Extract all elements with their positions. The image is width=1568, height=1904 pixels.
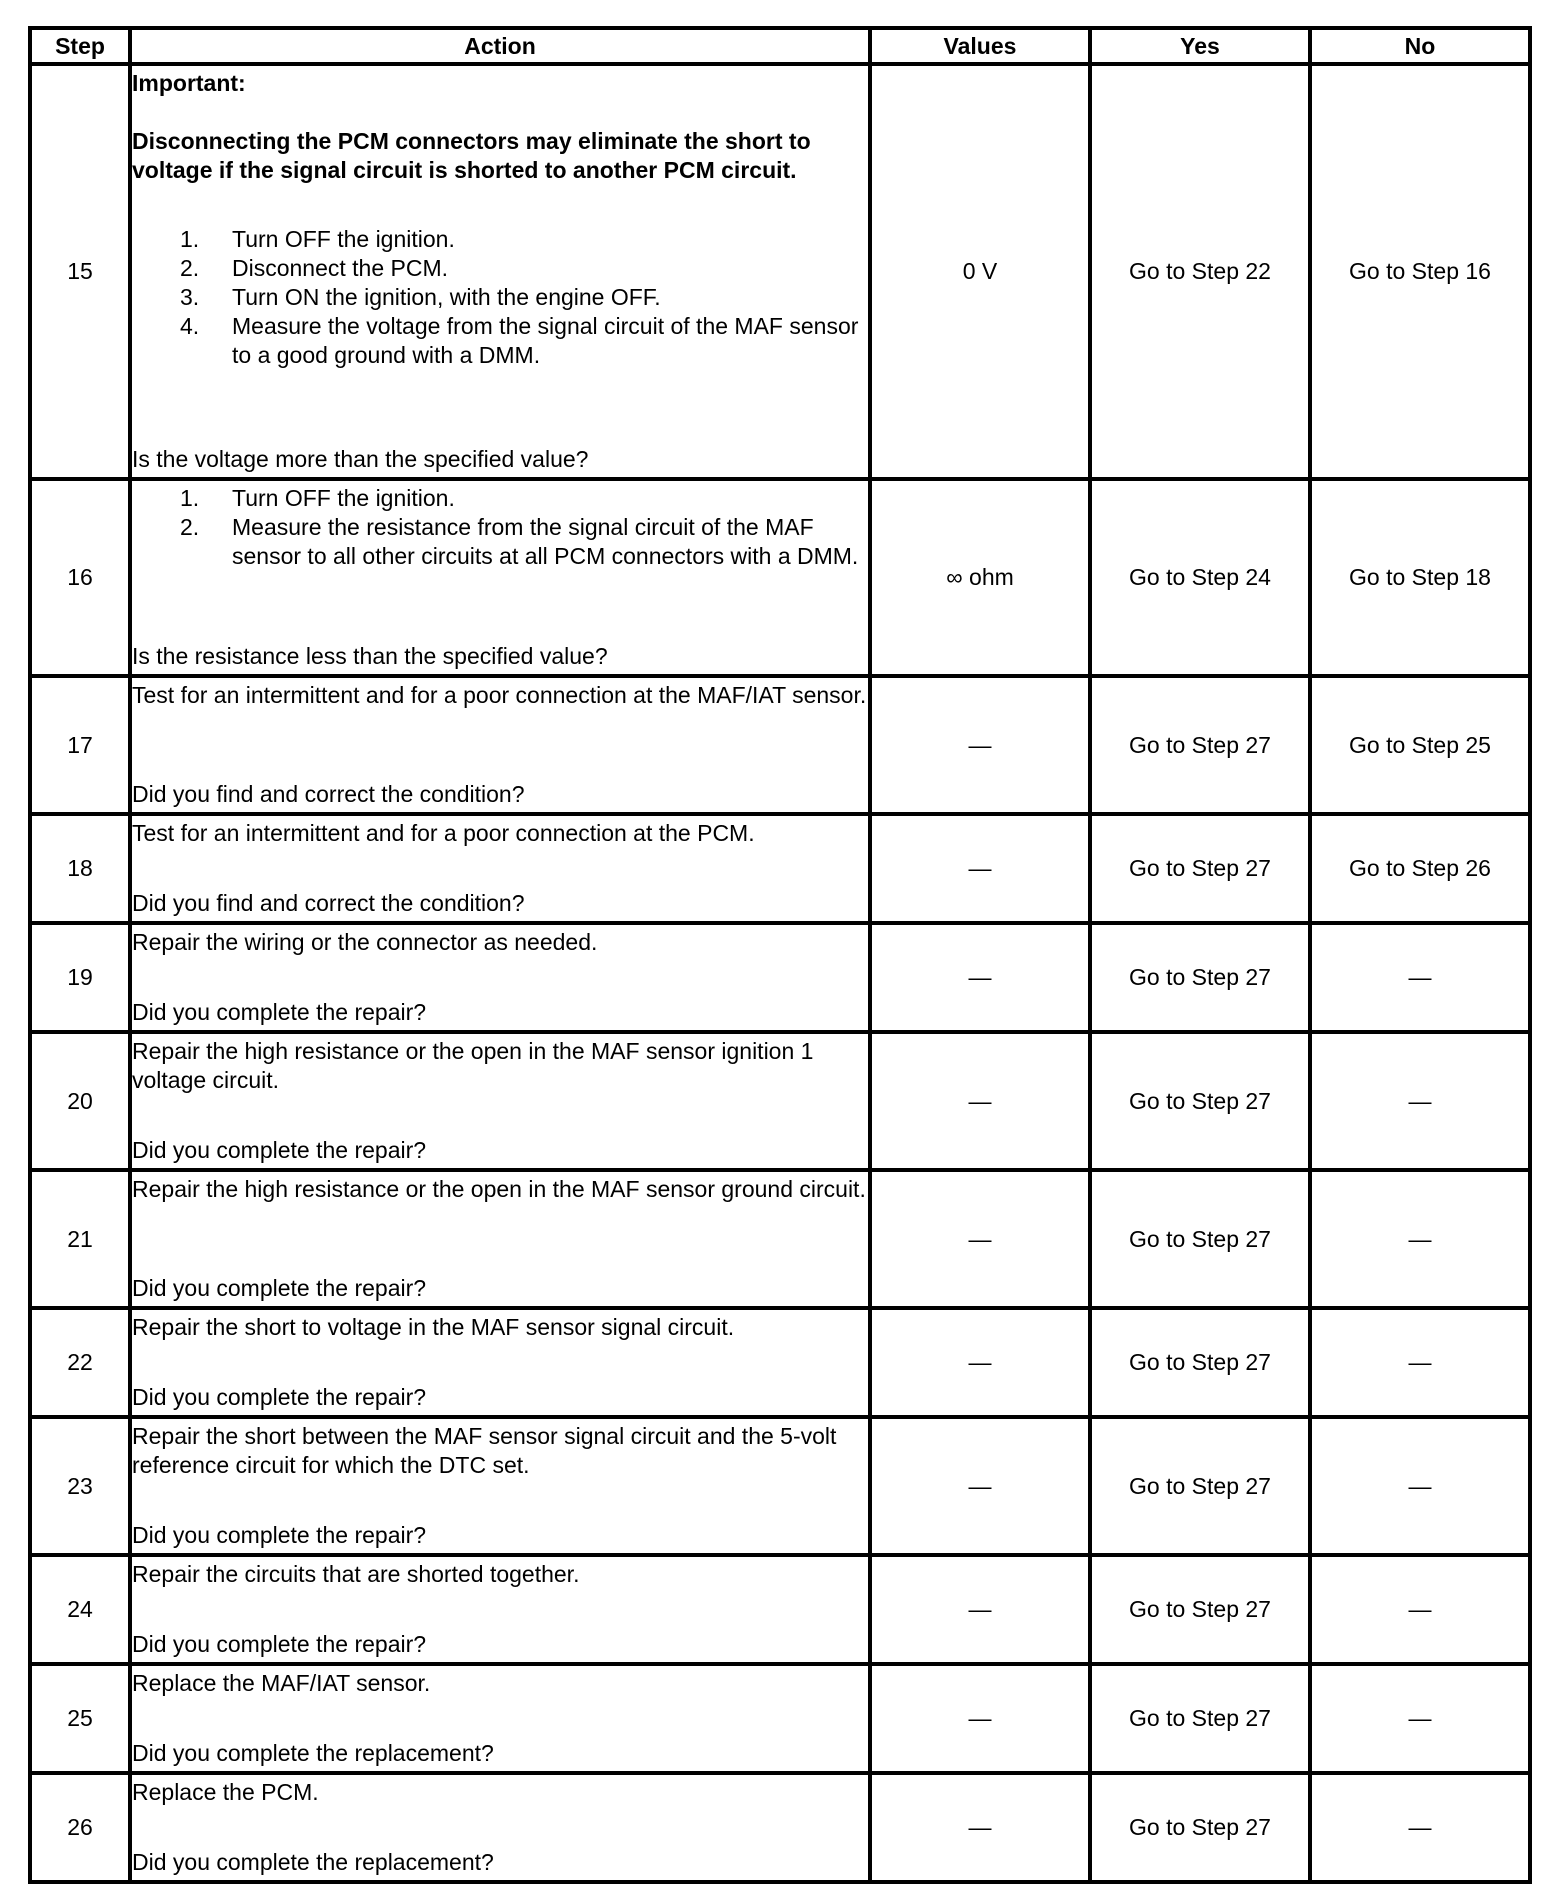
action-text: Repair the high resistance or the open in the MAF sensor ignition 1 voltage circuit.: [132, 1038, 814, 1093]
question-text: Is the voltage more than the specified value?: [132, 446, 589, 472]
list-item: Turn OFF the ignition.: [232, 485, 455, 511]
question-text: Did you complete the repair?: [132, 1631, 427, 1657]
no-cell: Go to Step 25: [1310, 676, 1530, 814]
step-number: 15: [30, 64, 130, 479]
step-number: 20: [30, 1032, 130, 1170]
list-item: Turn ON the ignition, with the engine OFF.: [232, 284, 661, 310]
action-cell: [130, 676, 870, 814]
question-text: Did you complete the repair?: [132, 999, 427, 1025]
action-cell: [130, 1555, 870, 1664]
value-cell: —: [870, 1308, 1090, 1417]
value-cell: —: [870, 1664, 1090, 1773]
value-cell: ∞ ohm: [870, 479, 1090, 676]
table-row-step-17: [30, 676, 1530, 814]
question-text: Did you find and correct the condition?: [132, 890, 525, 916]
procedure-list: [132, 225, 868, 370]
header-action: Action: [130, 28, 870, 64]
action-cell: [130, 1417, 870, 1555]
header-step: Step: [30, 28, 130, 64]
action-cell: [130, 923, 870, 1032]
question-text: Did you complete the replacement?: [132, 1740, 494, 1766]
question-text: Is the resistance less than the specified value?: [132, 643, 608, 669]
header-values: Values: [870, 28, 1090, 64]
action-text: Repair the circuits that are shorted together.: [132, 1561, 580, 1587]
step-number: 24: [30, 1555, 130, 1664]
no-cell: —: [1310, 1664, 1530, 1773]
value-cell: —: [870, 1170, 1090, 1308]
action-text: Test for an intermittent and for a poor connection at the PCM.: [132, 820, 755, 846]
step-number: 23: [30, 1417, 130, 1555]
action-cell: [130, 479, 870, 676]
list-item: Turn OFF the ignition.: [232, 226, 455, 252]
table-row-step-16: [30, 479, 1530, 676]
action-text: Replace the MAF/IAT sensor.: [132, 1670, 431, 1696]
step-number: 22: [30, 1308, 130, 1417]
yes-cell: Go to Step 27: [1090, 1664, 1310, 1773]
step-number: 19: [30, 923, 130, 1032]
action-cell: [130, 1664, 870, 1773]
important-label: Important:: [132, 70, 246, 96]
yes-cell: Go to Step 27: [1090, 1417, 1310, 1555]
yes-cell: Go to Step 27: [1090, 1308, 1310, 1417]
action-cell: [130, 1773, 870, 1882]
step-number: 16: [30, 479, 130, 676]
procedure-list: [132, 484, 868, 571]
action-cell: [130, 1170, 870, 1308]
value-cell: —: [870, 923, 1090, 1032]
table-row-step-20: [30, 1032, 1530, 1170]
action-cell: [130, 1308, 870, 1417]
no-cell: —: [1310, 1555, 1530, 1664]
table-row-step-18: [30, 814, 1530, 923]
value-cell: —: [870, 676, 1090, 814]
yes-cell: Go to Step 27: [1090, 676, 1310, 814]
diagnostic-table: [28, 26, 1532, 1884]
no-cell: —: [1310, 923, 1530, 1032]
table-row-step-25: [30, 1664, 1530, 1773]
action-cell: [130, 1032, 870, 1170]
action-text: Repair the short to voltage in the MAF sensor signal circuit.: [132, 1314, 735, 1340]
yes-cell: Go to Step 27: [1090, 923, 1310, 1032]
no-cell: —: [1310, 1417, 1530, 1555]
question-text: Did you complete the repair?: [132, 1384, 427, 1410]
action-cell: [130, 814, 870, 923]
yes-cell: Go to Step 27: [1090, 1032, 1310, 1170]
value-cell: —: [870, 1555, 1090, 1664]
action-text: Repair the high resistance or the open in the MAF sensor ground circuit.: [132, 1176, 866, 1202]
no-cell: —: [1310, 1308, 1530, 1417]
no-cell: Go to Step 26: [1310, 814, 1530, 923]
question-text: Did you complete the repair?: [132, 1137, 427, 1163]
action-text: Repair the wiring or the connector as needed.: [132, 929, 598, 955]
action-text: Replace the PCM.: [132, 1779, 319, 1805]
question-text: Did you complete the replacement?: [132, 1849, 494, 1875]
important-note: Disconnecting the PCM connectors may eliminate the short to voltage if the signal circuit is shorted to another PCM circuit.: [132, 128, 811, 183]
step-number: 21: [30, 1170, 130, 1308]
question-text: Did you complete the repair?: [132, 1275, 427, 1301]
value-cell: —: [870, 1773, 1090, 1882]
yes-cell: Go to Step 27: [1090, 1555, 1310, 1664]
step-number: 25: [30, 1664, 130, 1773]
list-item: Measure the voltage from the signal circuit of the MAF sensor to a good ground with a DMM.: [232, 313, 859, 368]
step-number: 18: [30, 814, 130, 923]
action-text: Repair the short between the MAF sensor signal circuit and the 5-volt reference circuit for which the DTC set.: [132, 1423, 837, 1478]
no-cell: Go to Step 16: [1310, 64, 1530, 479]
question-text: Did you find and correct the condition?: [132, 781, 525, 807]
table-row-step-24: [30, 1555, 1530, 1664]
step-number: 26: [30, 1773, 130, 1882]
table-row-step-21: [30, 1170, 1530, 1308]
value-cell: —: [870, 814, 1090, 923]
no-cell: —: [1310, 1773, 1530, 1882]
table-row-step-26: [30, 1773, 1530, 1882]
value-cell: 0 V: [870, 64, 1090, 479]
yes-cell: Go to Step 27: [1090, 1170, 1310, 1308]
yes-cell: Go to Step 22: [1090, 64, 1310, 479]
list-item: Disconnect the PCM.: [232, 255, 449, 281]
yes-cell: Go to Step 27: [1090, 1773, 1310, 1882]
header-yes: Yes: [1090, 28, 1310, 64]
step-number: 17: [30, 676, 130, 814]
no-cell: Go to Step 18: [1310, 479, 1530, 676]
question-text: Did you complete the repair?: [132, 1522, 427, 1548]
no-cell: —: [1310, 1170, 1530, 1308]
table-row-step-15: [30, 64, 1530, 479]
list-item: Measure the resistance from the signal circuit of the MAF sensor to all other circuits at all PCM connectors with a DMM.: [232, 514, 859, 569]
table-row-step-19: [30, 923, 1530, 1032]
yes-cell: Go to Step 24: [1090, 479, 1310, 676]
table-row-step-22: [30, 1308, 1530, 1417]
action-text: Test for an intermittent and for a poor connection at the MAF/IAT sensor.: [132, 682, 867, 708]
value-cell: —: [870, 1417, 1090, 1555]
table-row-step-23: [30, 1417, 1530, 1555]
header-no: No: [1310, 28, 1530, 64]
no-cell: —: [1310, 1032, 1530, 1170]
header-row: [30, 28, 1530, 64]
action-cell: [130, 64, 870, 479]
yes-cell: Go to Step 27: [1090, 814, 1310, 923]
value-cell: —: [870, 1032, 1090, 1170]
